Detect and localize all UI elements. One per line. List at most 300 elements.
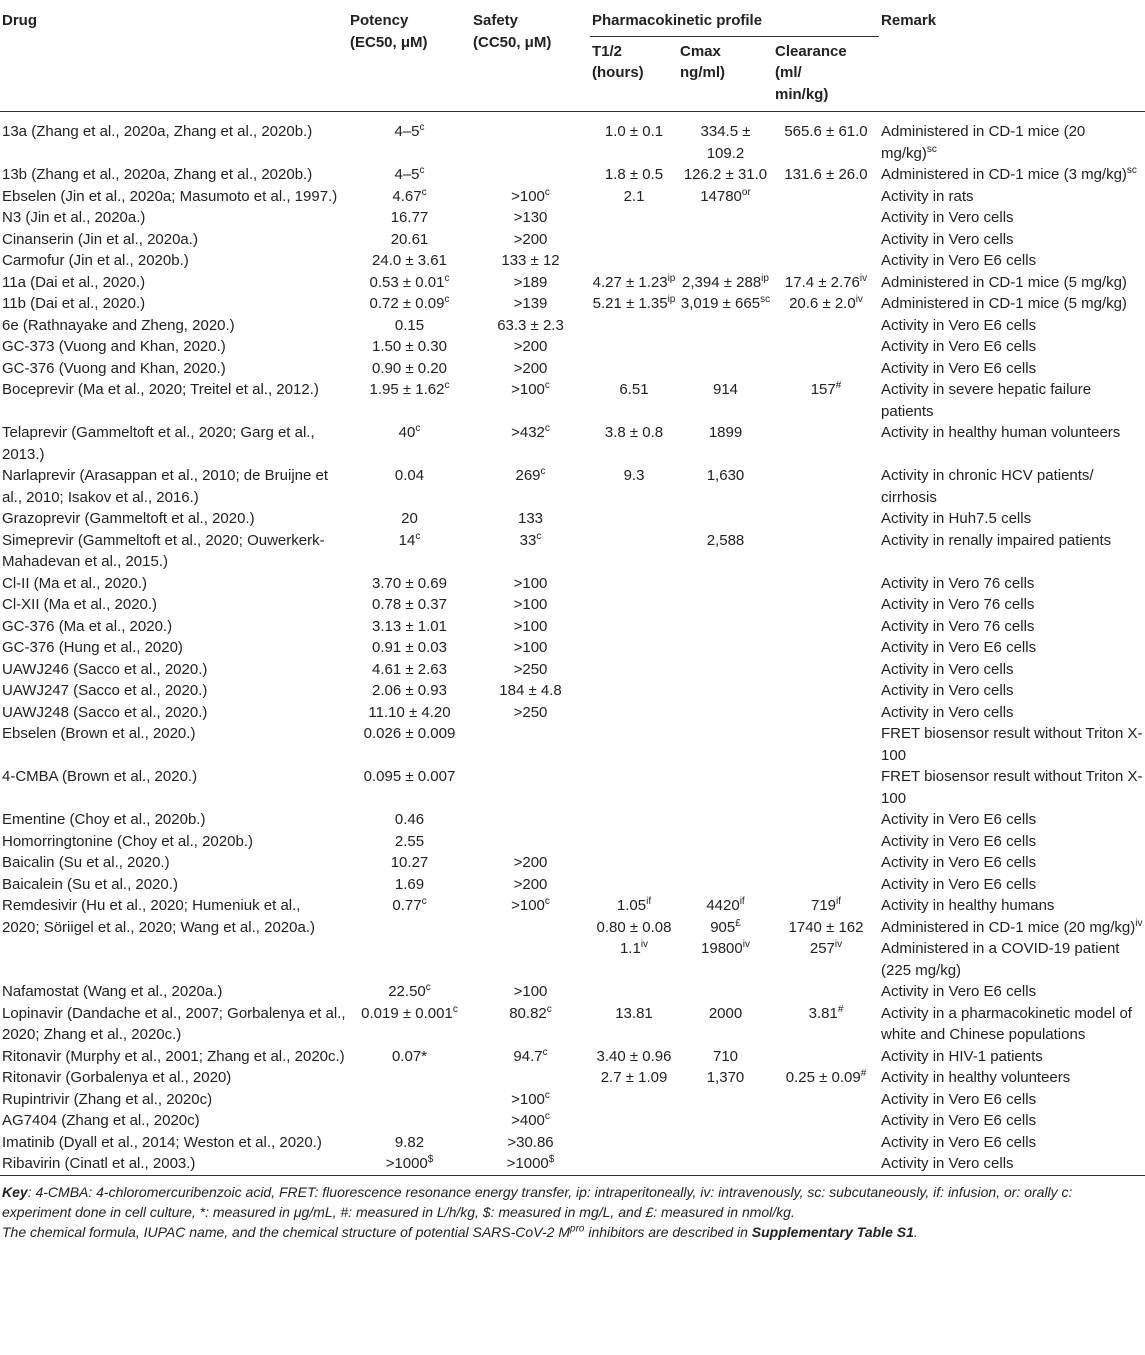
cell-half-life [590, 1153, 678, 1175]
cell-remark: Activity in Vero cells [881, 230, 1014, 248]
cell-cmax [678, 229, 773, 251]
cell-cmax: 1,370 [706, 1069, 745, 1086]
cell-clearance [773, 508, 879, 530]
cell-potency: 22.50$^c$ [388, 982, 431, 1000]
cell-half-life: $1.05^{if}$ [616, 896, 652, 914]
table-row [0, 680, 1145, 702]
cell-cmax [678, 702, 773, 724]
cell-potency: 1.69 [394, 875, 425, 893]
cell-potency: 0.72 ± 0.09$^c$ [369, 294, 450, 312]
cell-cmax [678, 981, 773, 1003]
cell-remark: FRET biosensor result without Triton X-100 [881, 725, 1143, 764]
table-row [0, 1003, 1145, 1046]
table-row [0, 852, 1145, 874]
table-row [0, 358, 1145, 380]
cell-cmax [678, 809, 773, 831]
cell-clearance: 157# [810, 380, 842, 398]
cell-remark: Activity in Vero E6 cells [881, 1133, 1037, 1151]
cell-safety: >1000$ [506, 1154, 555, 1172]
cell-safety: 133 ± 12 [501, 252, 560, 269]
cell-clearance [773, 186, 879, 208]
cell-drug: Ebselen (Brown et al., 2020.) [2, 725, 196, 742]
table-row [0, 250, 1145, 272]
cell-drug: UAWJ248 (Sacco et al., 2020.) [2, 703, 208, 721]
cell-drug: Ebselen (Jin et al., 2020a; Masumoto et al., 1997.) [2, 187, 338, 205]
cell-clearance: 565.6 ± 61.0 [784, 123, 868, 140]
cell-half-life [590, 637, 678, 659]
cell-drug [0, 938, 348, 981]
cell-half-life [590, 831, 678, 853]
cell-remark: Activity in Vero E6 cells [881, 854, 1037, 871]
cell-remark: Activity in severe hepatic failure patients [881, 381, 1092, 420]
cell-remark: Administered in CD-1 mice (20 mg/kg)$^{iv}$ [881, 917, 1143, 936]
cell-potency: 4–5$^c$ [394, 165, 425, 183]
cell-half-life [590, 229, 678, 251]
cell-clearance [773, 422, 879, 465]
cell-safety: >100 [513, 574, 548, 592]
cell-safety: 33$^c$ [519, 530, 542, 549]
cell-clearance [773, 1110, 879, 1132]
cell-drug: AG7404 (Zhang et al., 2020c) [2, 1112, 200, 1129]
table-row [0, 874, 1145, 896]
cell-half-life: 3.40 ± 0.96 [596, 1047, 672, 1065]
cell-drug: 11b (Dai et al., 2020.) [2, 295, 146, 312]
cell-half-life [590, 680, 678, 702]
cell-cmax: $4420^{if}$ [706, 896, 745, 914]
cell-safety [471, 809, 590, 831]
cell-remark: Activity in healthy volunteers [881, 1069, 1071, 1086]
cell-cmax [678, 1132, 773, 1154]
cell-safety: >200 [513, 338, 548, 355]
cell-drug: Telaprevir (Gammeltoft et al., 2020; Garg et al., 2013.) [2, 424, 315, 463]
cell-clearance [773, 229, 879, 251]
cell-potency [348, 1110, 471, 1132]
cell-drug: UAWJ246 (Sacco et al., 2020.) [2, 660, 208, 678]
cell-potency: 0.77$^c$ [392, 896, 427, 914]
cell-half-life [590, 207, 678, 229]
cell-cmax: 905£ [710, 917, 741, 936]
cell-safety: $>432^c$ [511, 423, 550, 441]
cell-remark: Activity in Vero E6 cells [881, 252, 1037, 269]
cell-potency: 9.82 [394, 1133, 425, 1151]
table-row [0, 229, 1145, 251]
cell-safety: 80.82$^c$ [509, 1003, 552, 1022]
cell-drug: Cl-II (Ma et al., 2020.) [2, 574, 148, 592]
cell-potency: 1.95 ± 1.62$^c$ [369, 380, 450, 398]
cell-cmax: 2,588 [706, 531, 745, 549]
cell-remark: Activity in Vero E6 cells [881, 1112, 1037, 1129]
cell-remark: Activity in healthy human volunteers [881, 424, 1121, 441]
cell-cmax [678, 336, 773, 358]
cell-safety: 269$^c$ [515, 466, 546, 484]
cell-remark: Activity in healthy humans [881, 897, 1055, 914]
cell-safety: >250 [513, 660, 548, 678]
footnote-supplementary: The chemical formula, IUPAC name, and the chemical structure of potential SARS-CoV-2 $M^{pro}$ inhibitors are described in Supplementary Table S1. [2, 1222, 918, 1240]
cell-remark: Activity in a pharmacokinetic model of white and Chinese populations [881, 1004, 1132, 1043]
cell-potency: 0.46 [394, 811, 425, 828]
cell-half-life: 1.0 ± 0.1 [604, 123, 664, 140]
cell-remark: Administered in CD-1 mice (5 mg/kg) [881, 295, 1127, 312]
cell-cmax [678, 250, 773, 272]
cell-safety: 63.3 ± 2.3 [497, 316, 564, 334]
cell-drug: Baicalin (Su et al., 2020.) [2, 854, 170, 871]
cell-remark: Activity in Vero E6 cells [881, 811, 1037, 828]
cell-drug: GC-376 (Ma et al., 2020.) [2, 617, 173, 635]
cell-safety [471, 1067, 590, 1089]
cell-cmax [678, 315, 773, 337]
cell-half-life: 0.80 ± 0.08 [596, 918, 672, 936]
cell-remark: Activity in Vero E6 cells [881, 983, 1037, 1000]
cell-drug: Ementine (Choy et al., 2020b.) [2, 811, 206, 828]
cell-half-life [590, 358, 678, 380]
table-row [0, 1110, 1145, 1132]
cell-safety: $>100^c$ [511, 1089, 550, 1108]
table-row [0, 164, 1145, 186]
cell-remark: Activity in Vero E6 cells [881, 639, 1037, 656]
cell-cmax: 126.2 ± 31.0 [683, 166, 768, 183]
cell-remark: FRET biosensor result without Triton X-100 [881, 768, 1143, 807]
table-row [0, 573, 1145, 595]
cell-clearance: 3.81# [808, 1003, 844, 1022]
cell-remark: Activity in Vero E6 cells [881, 359, 1037, 377]
table-row [0, 465, 1145, 508]
cell-potency: 40$^c$ [398, 423, 421, 441]
cell-half-life [590, 809, 678, 831]
cell-clearance [773, 766, 879, 809]
table-row [0, 336, 1145, 358]
table-footnote [0, 1175, 1145, 1242]
table-row [0, 186, 1145, 208]
cell-cmax: 19800$^{iv}$ [701, 939, 750, 957]
table-row [0, 831, 1145, 853]
cell-potency: 0.095 ± 0.007 [363, 768, 456, 785]
cell-safety [471, 938, 590, 981]
cell-half-life: 6.51 [619, 381, 649, 398]
cell-remark: Activity in Vero cells [881, 209, 1014, 226]
cell-potency: 0.15 [394, 316, 425, 334]
cell-drug: 11a (Dai et al., 2020.) [2, 273, 146, 291]
cell-cmax [678, 358, 773, 380]
cell-cmax [678, 680, 773, 702]
cell-potency: 0.07* [391, 1047, 428, 1065]
cell-drug: GC-373 (Vuong and Khan, 2020.) [2, 338, 226, 355]
cell-remark: Activity in HIV-1 patients [881, 1047, 1043, 1065]
cell-safety [471, 917, 590, 939]
table-row [0, 659, 1145, 681]
cell-drug: 2020; Söriigel et al., 2020; Wang et al., 2020a.) [2, 918, 315, 936]
cell-cmax [678, 766, 773, 809]
cell-potency: 0.026 ± 0.009 [363, 725, 456, 742]
cell-half-life [590, 702, 678, 724]
cell-clearance [773, 702, 879, 724]
cell-potency: 10.27 [390, 854, 429, 871]
header-remark: Remark [881, 12, 937, 29]
cell-half-life [590, 1089, 678, 1111]
cell-safety: 94.7$^c$ [513, 1046, 548, 1065]
cell-cmax: $14780^{or}$ [700, 186, 751, 205]
table-row [0, 315, 1145, 337]
cell-half-life: 13.81 [615, 1004, 653, 1022]
cell-half-life: 2.7 ± 1.09 [600, 1069, 668, 1086]
cell-potency: 0.91 ± 0.03 [372, 639, 447, 656]
cell-remark: Activity in Vero 76 cells [881, 574, 1035, 592]
cell-half-life [590, 852, 678, 874]
header-potency: Potency (EC50, μM) [350, 12, 428, 51]
cell-potency: 4–5$^c$ [394, 122, 425, 140]
cell-cmax: $2,394 \pm 288^{ip}$ [682, 272, 769, 291]
cell-safety: >200 [513, 875, 548, 893]
cell-potency [348, 917, 471, 939]
table-row [0, 530, 1145, 573]
cell-half-life: 1.8 ± 0.5 [604, 166, 664, 183]
table-row [0, 938, 1145, 981]
cell-cmax [678, 1153, 773, 1175]
cell-half-life [590, 573, 678, 595]
cell-safety: $>100^c$ [511, 896, 550, 914]
cell-drug: GC-376 (Hung et al., 2020) [2, 639, 183, 656]
cell-potency: 3.70 ± 0.69 [372, 574, 447, 592]
cell-drug: 13a (Zhang et al., 2020a, Zhang et al., 2020b.) [2, 123, 313, 140]
cell-cmax [678, 852, 773, 874]
cell-safety [471, 164, 590, 186]
cell-clearance [773, 1089, 879, 1111]
cell-clearance: $17.4 \pm 2.76^{iv}$ [784, 272, 868, 291]
cell-remark: Activity in Vero cells [881, 682, 1014, 699]
cell-safety: 133 [517, 510, 544, 527]
cell-drug: UAWJ247 (Sacco et al., 2020.) [2, 682, 208, 699]
cell-half-life [590, 336, 678, 358]
cell-clearance: $20.6 \pm 2.0^{iv}$ [789, 294, 863, 312]
cell-safety: >100 [513, 596, 548, 613]
cell-safety [471, 112, 590, 165]
cell-drug: 6e (Rathnayake and Zheng, 2020.) [2, 316, 235, 334]
cell-half-life [590, 723, 678, 766]
header-cmax: Cmax ng/ml) [680, 42, 725, 81]
table-row [0, 594, 1145, 616]
cell-potency [348, 1089, 471, 1111]
cell-potency: 11.10 ± 4.20 [368, 703, 451, 721]
cell-remark: Activity in Vero cells [881, 1155, 1014, 1172]
cell-remark: Administered in CD-1 mice (3 mg/kg)$^{sc}$ [881, 165, 1137, 183]
cell-half-life [590, 659, 678, 681]
cell-clearance: 257$^{iv}$ [809, 939, 843, 957]
table-row [0, 723, 1145, 766]
cell-safety [471, 723, 590, 766]
cell-clearance: 131.6 ± 26.0 [784, 166, 868, 183]
cell-clearance [773, 315, 879, 337]
header-drug: Drug [2, 12, 37, 29]
cell-drug: Ritonavir (Murphy et al., 2001; Zhang et al., 2020c.) [2, 1047, 345, 1065]
cell-potency: 1.50 ± 0.30 [372, 338, 447, 355]
header-clearance: Clearance (ml/ min/kg) [775, 42, 847, 103]
cell-cmax [678, 573, 773, 595]
cell-cmax [678, 207, 773, 229]
cell-potency: 0.90 ± 0.20 [372, 359, 447, 377]
cell-safety: >30.86 [507, 1133, 554, 1151]
cell-clearance [773, 852, 879, 874]
cell-potency: 4.61 ± 2.63 [372, 660, 447, 678]
cell-half-life [590, 250, 678, 272]
cell-drug: Lopinavir (Dandache et al., 2007; Gorbalenya et al., 2020; Zhang et al., 2020c.) [2, 1004, 346, 1043]
cell-safety [471, 766, 590, 809]
cell-remark: Activity in renally impaired patients [881, 531, 1112, 549]
cell-remark: Activity in Huh7.5 cells [881, 510, 1032, 527]
cell-safety: >100 [513, 617, 548, 635]
cell-cmax: 914 [712, 381, 739, 398]
cell-half-life [590, 616, 678, 638]
table-row [0, 809, 1145, 831]
cell-clearance [773, 809, 879, 831]
table-row [0, 702, 1145, 724]
cell-cmax [678, 594, 773, 616]
cell-clearance [773, 358, 879, 380]
cell-half-life: $4.27 \pm 1.23^{ip}$ [592, 272, 676, 291]
table-row [0, 379, 1145, 422]
cell-drug: Remdesivir (Hu et al., 2020; Humeniuk et al., [2, 897, 301, 914]
cell-drug: Cl-XII (Ma et al., 2020.) [2, 596, 158, 613]
cell-clearance: 0.25 ± 0.09# [785, 1068, 867, 1086]
cell-remark: Activity in rats [881, 187, 974, 205]
cell-potency: 16.77 [390, 209, 429, 226]
cell-potency: 0.78 ± 0.37 [372, 596, 447, 613]
cell-cmax: 1899 [708, 424, 743, 441]
cell-drug: Narlaprevir (Arasappan et al., 2010; de Bruijne et al., 2010; Isakov et al., 2016.) [2, 467, 329, 506]
table-header [0, 0, 1145, 112]
cell-half-life: 3.8 ± 0.8 [604, 424, 664, 441]
cell-remark: Activity in Vero cells [881, 660, 1014, 678]
cell-cmax: 2000 [708, 1004, 743, 1022]
table-row [0, 917, 1145, 939]
cell-cmax: $3,019 \pm 665^{sc}$ [680, 294, 771, 312]
cell-half-life [590, 874, 678, 896]
cell-remark: Activity in Vero cells [881, 703, 1014, 721]
table-row [0, 981, 1145, 1003]
table-body [0, 112, 1145, 1176]
cell-potency: 3.13 ± 1.01 [372, 617, 447, 635]
cell-safety: >200 [513, 854, 548, 871]
cell-clearance [773, 1132, 879, 1154]
cell-cmax [678, 637, 773, 659]
cell-clearance [773, 465, 879, 508]
cell-drug: Carmofur (Jin et al., 2020b.) [2, 252, 189, 269]
cell-potency: 24.0 ± 3.61 [372, 252, 447, 269]
cell-half-life [590, 508, 678, 530]
cell-half-life [590, 530, 678, 573]
cell-cmax: 1,630 [706, 467, 745, 484]
cell-clearance [773, 874, 879, 896]
cell-half-life [590, 1110, 678, 1132]
table-row [0, 112, 1145, 165]
cell-potency: 20.61 [390, 230, 429, 248]
cell-drug: Simeprevir (Gammeltoft et al., 2020; Ouwerkerk-Mahadevan et al., 2015.) [2, 531, 325, 570]
cell-drug: Ritonavir (Gorbalenya et al., 2020) [2, 1069, 232, 1086]
header-pk-profile: Pharmacokinetic profile [590, 0, 879, 36]
cell-drug: 4-CMBA (Brown et al., 2020.) [2, 768, 198, 785]
cell-clearance [773, 530, 879, 573]
cell-cmax [678, 659, 773, 681]
cell-half-life: 9.3 [623, 467, 645, 484]
cell-remark: Activity in Vero E6 cells [881, 338, 1037, 355]
cell-remark: Activity in Vero 76 cells [881, 617, 1035, 635]
cell-clearance [773, 250, 879, 272]
cell-half-life: 1.1$^{iv}$ [619, 939, 649, 957]
cell-drug: Boceprevir (Ma et al., 2020; Treitel et al., 2012.) [2, 381, 319, 398]
cell-cmax [678, 831, 773, 853]
header-safety: Safety (CC50, μM) [473, 12, 552, 51]
cell-remark: Activity in Vero E6 cells [881, 832, 1037, 850]
cell-safety: >200 [513, 359, 548, 377]
cell-half-life: 2.1 [623, 187, 645, 205]
table-row [0, 1067, 1145, 1089]
table-row [0, 508, 1145, 530]
cell-clearance [773, 207, 879, 229]
cell-clearance [773, 659, 879, 681]
cell-cmax [678, 874, 773, 896]
table-row [0, 1132, 1145, 1154]
cell-cmax: 710 [712, 1047, 739, 1065]
cell-clearance [773, 1046, 879, 1068]
table-row [0, 766, 1145, 809]
table-row [0, 1089, 1145, 1111]
cell-potency: 4.67$^c$ [392, 186, 427, 205]
cell-safety: >100 [513, 639, 548, 656]
cell-safety: >139 [513, 295, 548, 312]
table-row [0, 272, 1145, 294]
cell-half-life [590, 315, 678, 337]
cell-safety: >100 [513, 983, 548, 1000]
cell-remark: Activity in Vero E6 cells [881, 1090, 1037, 1108]
cell-potency [348, 1067, 471, 1089]
table-row [0, 422, 1145, 465]
cell-remark: Administered in CD-1 mice (5 mg/kg) [881, 273, 1127, 291]
cell-drug: Grazoprevir (Gammeltoft et al., 2020.) [2, 510, 255, 527]
cell-potency: >1000$ [385, 1154, 434, 1172]
cell-drug: Cinanserin (Jin et al., 2020a.) [2, 230, 198, 248]
cell-clearance [773, 680, 879, 702]
table-row [0, 616, 1145, 638]
cell-drug: 13b (Zhang et al., 2020a, Zhang et al., 2020b.) [2, 166, 313, 183]
table-row [0, 293, 1145, 315]
cell-clearance: $719^{if}$ [810, 896, 842, 914]
cell-remark: Activity in chronic HCV patients/ cirrhosis [881, 467, 1094, 506]
cell-clearance [773, 1153, 879, 1175]
cell-safety: >250 [513, 703, 548, 721]
cell-cmax [678, 616, 773, 638]
cell-remark: Activity in Vero E6 cells [881, 316, 1037, 334]
cell-remark: Administered in a COVID-19 patient (225 mg/kg) [881, 940, 1120, 979]
cell-potency [348, 938, 471, 981]
cell-clearance [773, 831, 879, 853]
cell-clearance [773, 981, 879, 1003]
cell-safety: $>100^c$ [511, 380, 550, 398]
cell-cmax [678, 723, 773, 766]
cell-drug: Ribavirin (Cinatl et al., 2003.) [2, 1155, 196, 1172]
cell-safety: >189 [513, 273, 548, 291]
cell-clearance [773, 594, 879, 616]
cell-remark: Administered in CD-1 mice (20 mg/kg)$^{sc}$ [881, 123, 1086, 162]
cell-cmax [678, 1089, 773, 1111]
cell-clearance [773, 723, 879, 766]
cell-safety: >130 [513, 209, 548, 226]
cell-safety: >200 [513, 230, 548, 248]
cell-cmax [678, 1110, 773, 1132]
footnote-key: Key: 4-CMBA: 4-chloromercuribenzoic acid, FRET: fluorescence resonance energy transfer, ip: intraperitoneally, iv: intravenously, sc: subcutaneously, if: infusion, or: orally c: experiment done in cell culture, *: measured in μg/mL, #: measured in L/h/kg, $: measured in mg/L, and £: measured in nmol/kg. [2, 1183, 1073, 1220]
cell-drug: Rupintrivir (Zhang et al., 2020c) [2, 1090, 213, 1108]
cell-drug: Baicalein (Su et al., 2020.) [2, 875, 178, 893]
cell-safety: $>100^c$ [511, 186, 550, 205]
cell-potency: 20 [401, 510, 418, 527]
cell-remark: Activity in Vero 76 cells [881, 596, 1035, 613]
